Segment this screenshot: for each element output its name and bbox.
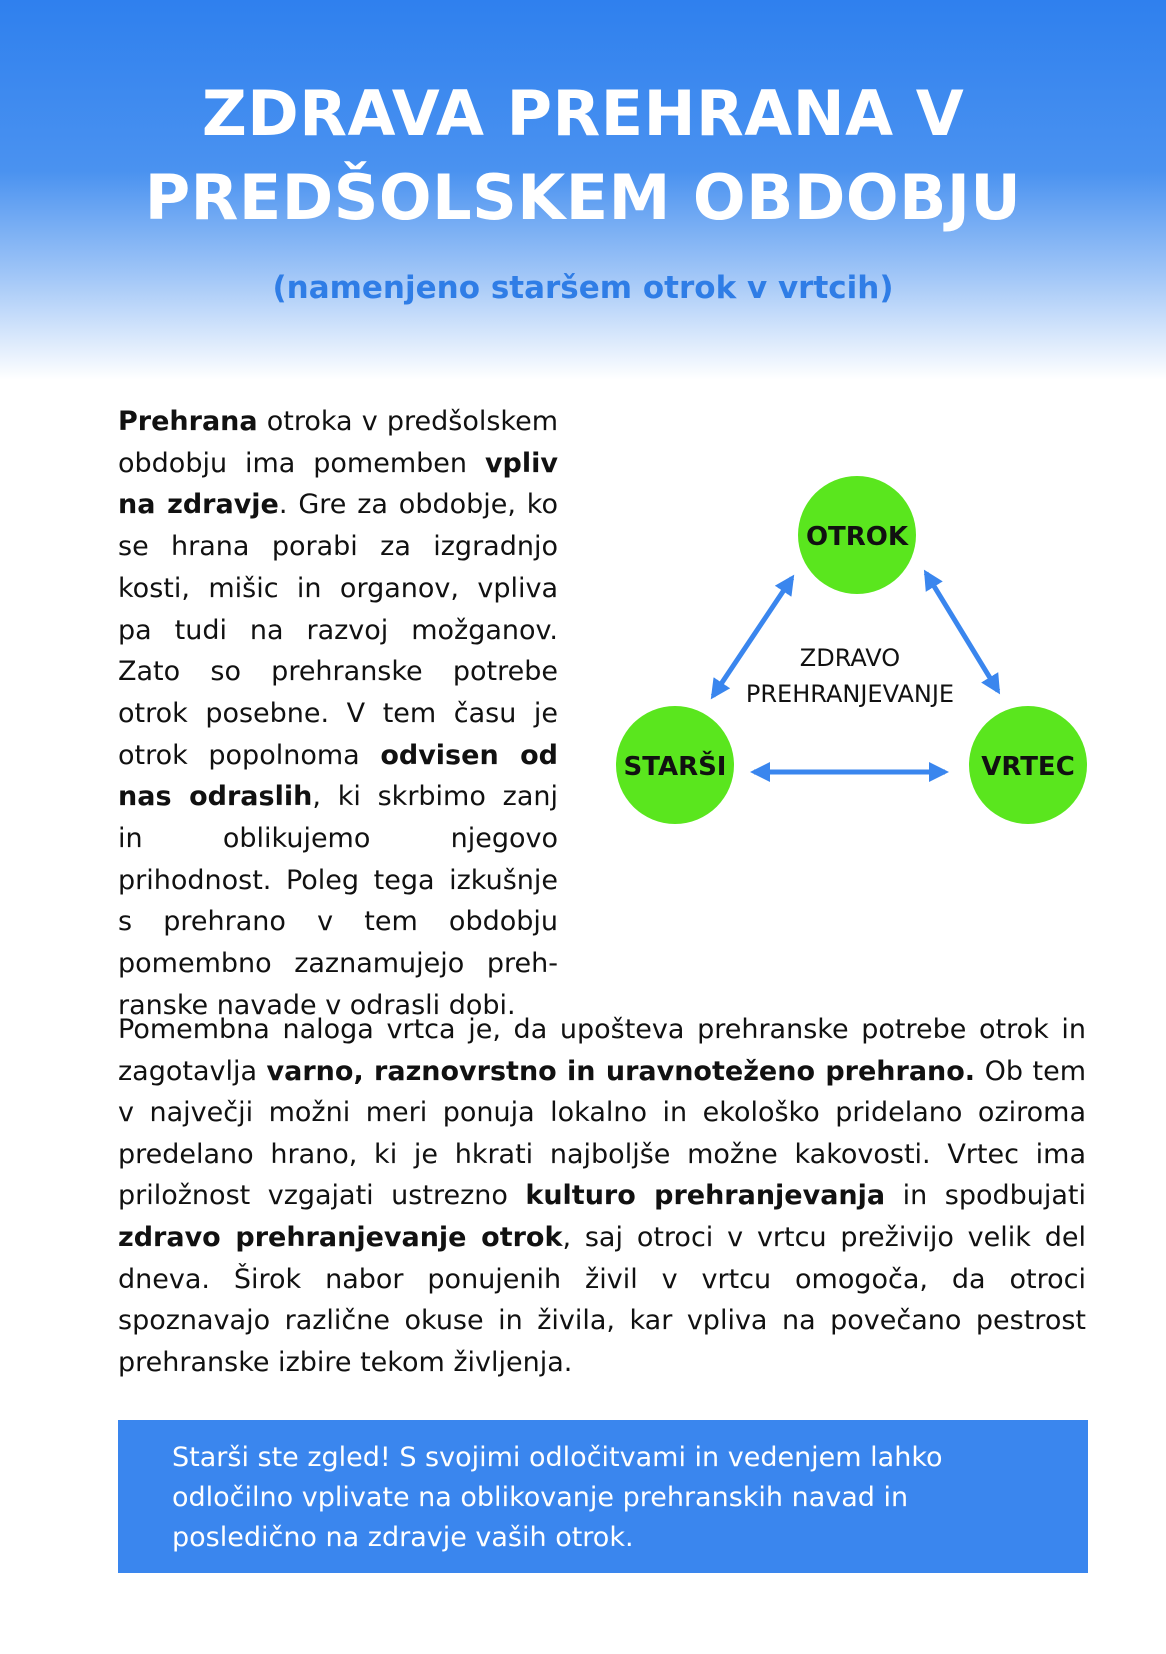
para-text-3: in spodbujati [885,1180,1087,1212]
para-bold-kultura: kulturo prehranjevanja [525,1180,886,1212]
page-title [0,72,1166,240]
callout-text: Starši ste zgled! S svojimi odločitvami in vedenjem lahko odločilno vplivate na oblikovanje prehranskih navad in posledično na zdravje vaših otrok. [172,1442,943,1553]
para-bold-varno: varno, raznovrstno in uravnoteženo prehrano. [266,1055,976,1087]
intro-text-1: otroka v predšolskem obdobju ima pomemben [118,406,558,479]
intro-bold-prehrana: Prehrana [118,406,258,437]
arrow-otrok-vrtec [926,573,998,691]
title-line-2: PREDŠOLSKEM OBDOBJU [144,161,1022,234]
arrow-otrok-starsi [713,578,792,696]
node-vrtec-label: VRTEC [981,752,1075,782]
header-banner [0,0,1166,380]
center-label-line-2: PREHRANJEVANJE [745,680,955,708]
center-label-line-1: ZDRAVO [799,644,901,672]
para-text-2: Ob tem v največji možni meri ponuja lokalno in ekološko pridelano oziroma predelano hrano, ki je hkrati najboljše možne kakovosti. Vrtec ima priložnost vzgajati ustrezno [118,1055,1086,1212]
para-text-4: , saj otroci v vrtcu preživijo velik del dneva. Širok nabor ponujenih živil v vrtcu omogoča, da otroci spoznavajo različne okuse in živila, kar vpliva na povečano pestrost prehranske izbire tekom življenja. [118,1221,1087,1378]
node-otrok-label: OTROK [805,522,909,552]
intro-text-3: , ki skrbimo zanj in oblikujemo njegovo prihodnost. Poleg tega izkušnje s prehrano v tem obdobju pomembno zaznamujejo prehranske navade v odrasli dobi. [118,781,558,1021]
intro-paragraph [118,401,558,1027]
nutrition-triangle-diagram [600,460,1100,840]
intro-bold-vpliv: vpliv na zdravje [118,447,558,521]
main-paragraph [118,1009,1086,1383]
intro-text-2: . Gre za obdobje, ko se hrana porabi za izgradnjo kosti, mišic in organov, vpliva pa tudi na razvoj možganov. Zato so prehranske potrebe otrok posebne. V tem času je otrok popolnoma [118,489,559,771]
para-bold-zdravo: zdravo prehranjevanje otrok [118,1221,563,1253]
callout-box [118,1420,1088,1573]
title-line-1: ZDRAVA PREHRANA V [201,77,965,150]
intro-bold-odvisen: odvisen od nas odraslih [118,739,558,813]
node-starsi-label: STARŠI [623,752,727,782]
page-subtitle: (namenjeno staršem otrok v vrtcih) [272,270,894,306]
para-text-1: Pomembna naloga vrtca je, da upošteva prehranske potrebe otrok in zagotavlja [118,1014,1086,1087]
